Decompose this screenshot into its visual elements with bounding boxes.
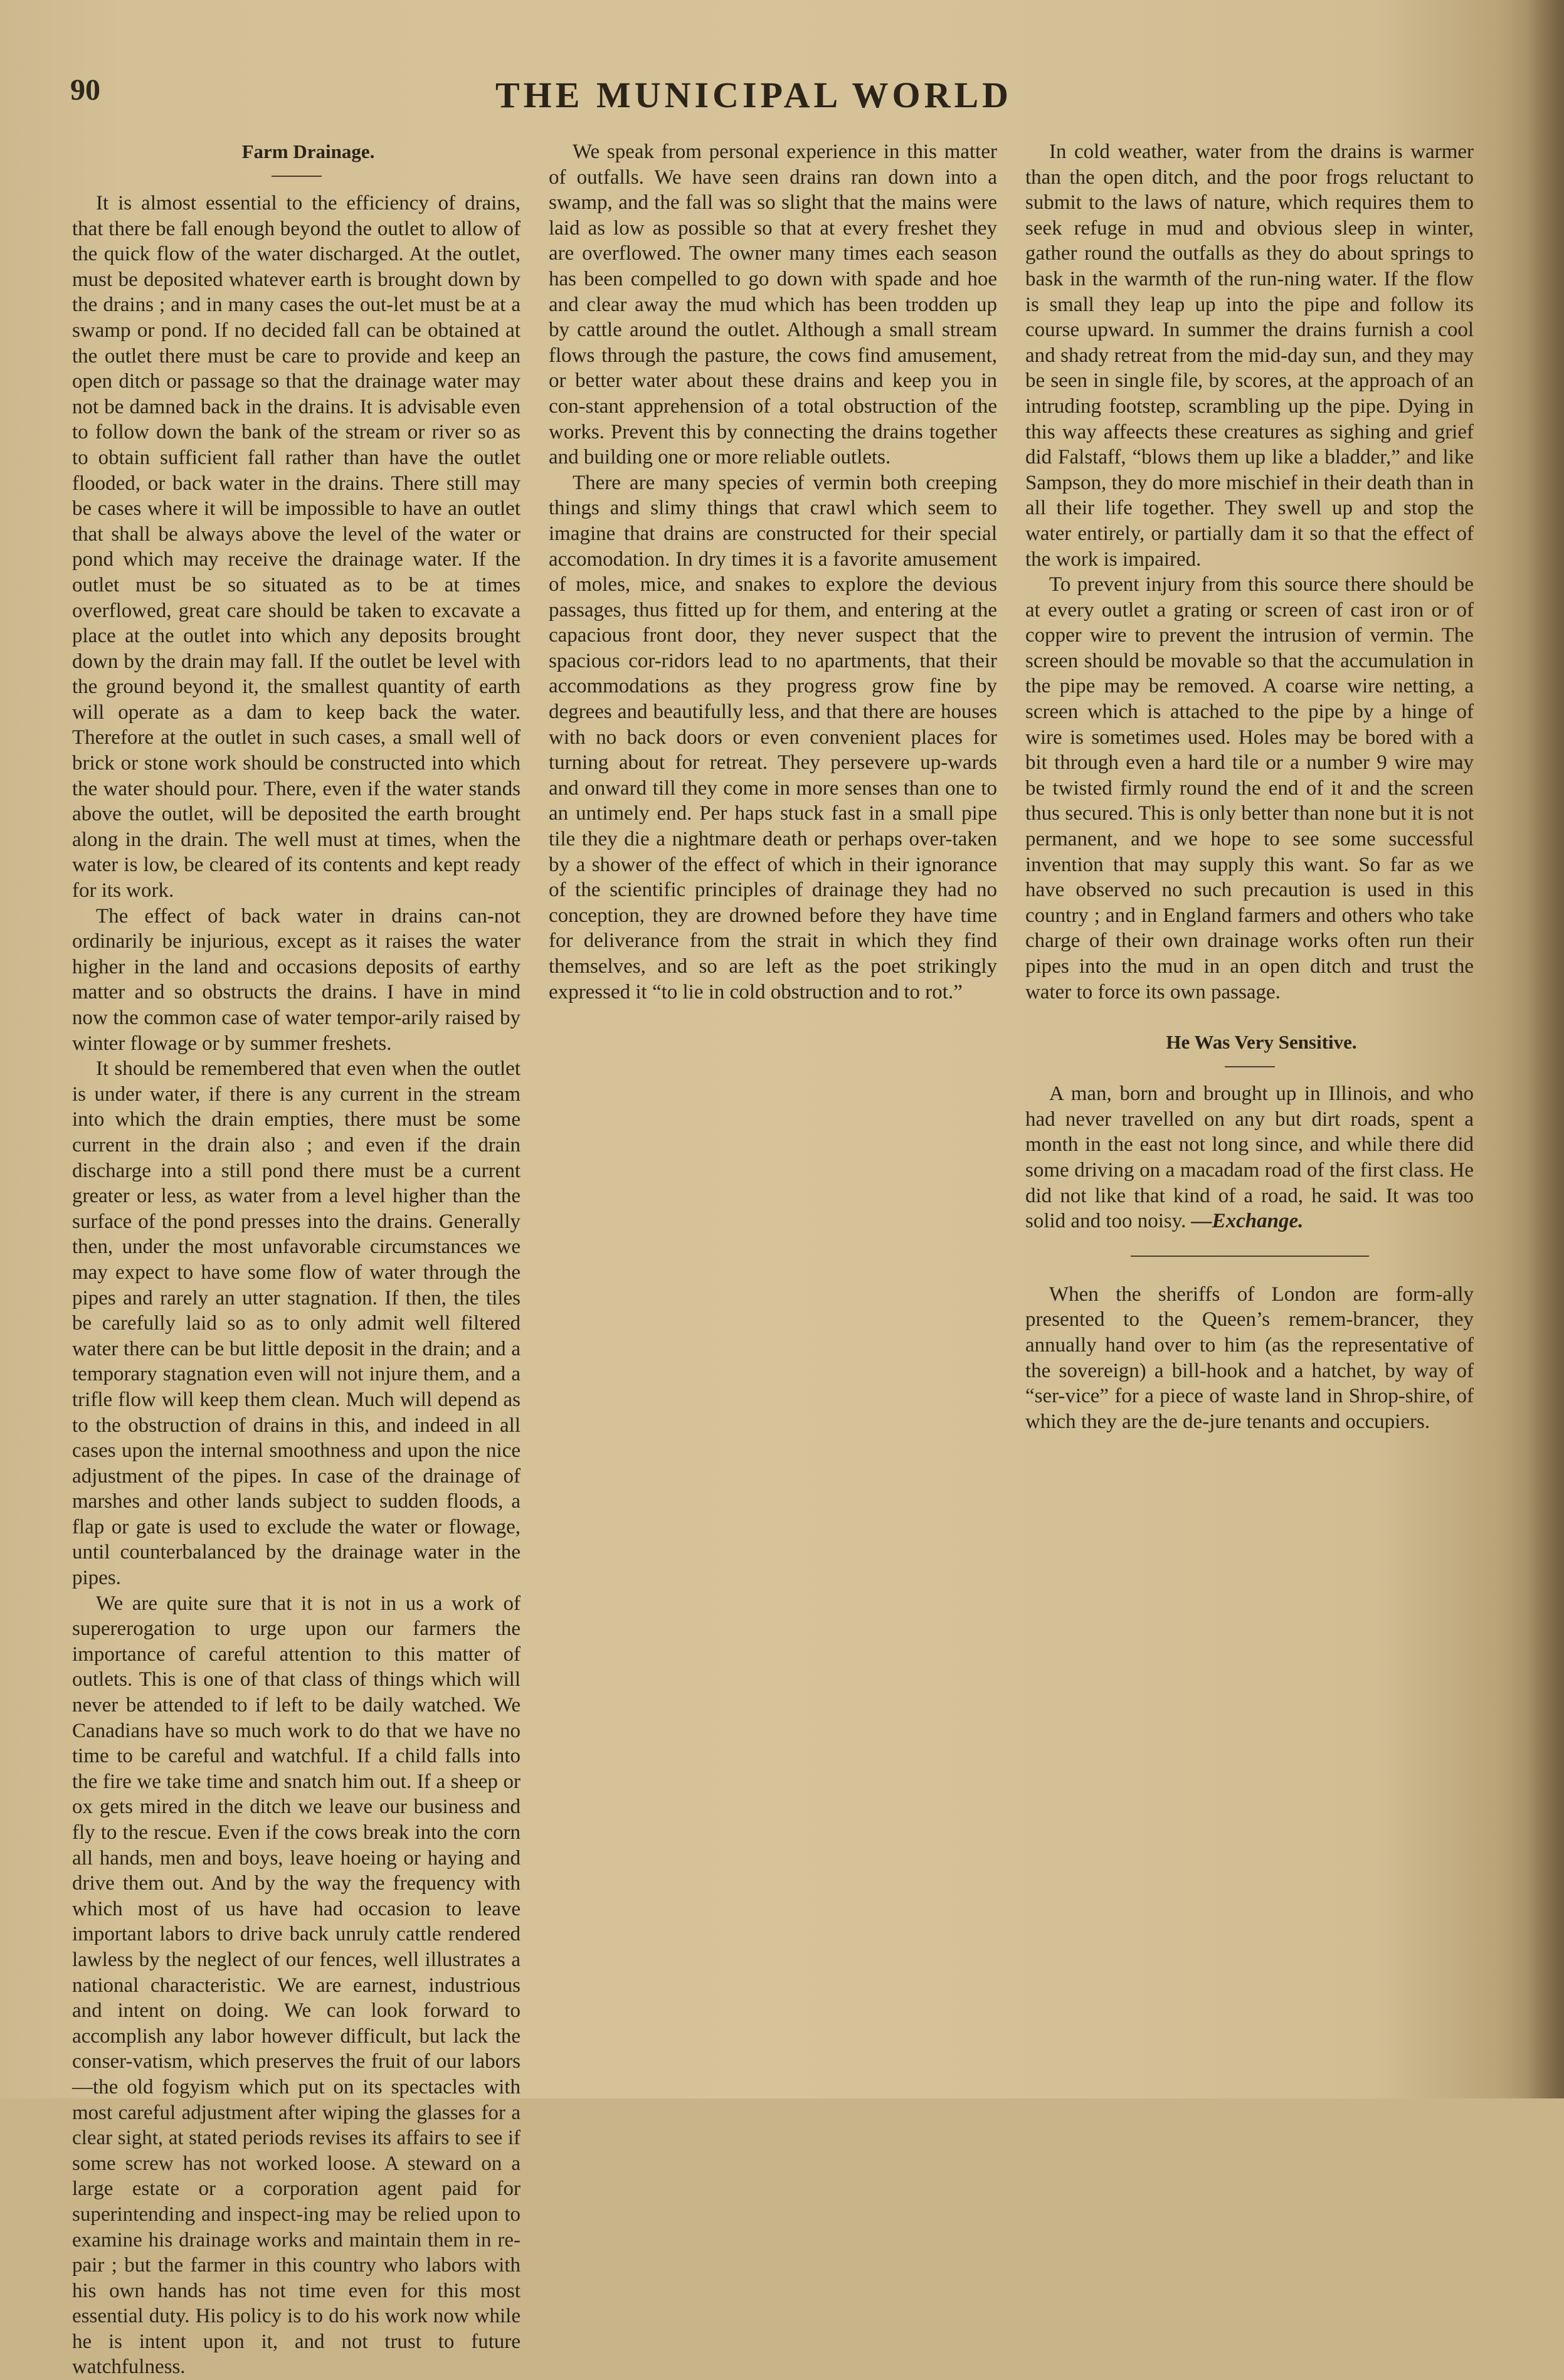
title-divider <box>1225 1066 1275 1067</box>
paragraph: To prevent injury from this source there should be at every outlet a grating or screen of cast iron or of copper wire to prevent the intrusion of vermin. The screen should be movable so that the accumulation in the pipe may be removed. A coarse wire netting, a screen which is attached to the pipe by a hinge of wire is sometimes used. Holes may be bored with a bit through even a hard tile or a number 9 wire may be twisted firmly round the end of it and the screen thus secured. This is only better than none but it is not permanent, and we hope to see some successful invention that may supply this want. So far as we have observed no such precaution is used in this country ; and in England farmers and others who take charge of their own drainage works often run their pipes into the mud in an open ditch and trust the water to force its own passage. <box>1025 573 1474 1003</box>
title-divider <box>272 176 322 177</box>
column-1 <box>72 139 520 2379</box>
paragraph: There are many species of vermin both creeping things and slimy things that crawl which seem to imagine that drains are constructed for their special accomodation. In dry times it is a favorite amusement of moles, mice, and snakes to explore the devious passages, thus fitted up for them, and entering at the capacious front door, they never suspect that the spacious cor-ridors lead to no apartments, that their accommodations as they progress grow fine by degrees and beautifully less, and that there are houses with no back doors or even convenient places for turning about for retreat. They persevere up-wards and onward till they come in more senses than one to an untimely end. Per haps stuck fast in a small pipe tile they die a nightmare death or perhaps over-taken by a shower of the effect of which in their ignorance of the scientific principles of drainage they had no conception, they are drowned before they have time for deliverance from the strait in which they find themselves, and so are left as the poet strikingly expressed it “to lie in cold obstruction and to rot.” <box>549 471 997 1003</box>
page-spine-shadow <box>1528 0 1564 2098</box>
paragraph: When the sheriffs of London are form-ally presented to the Queen’s remem-brancer, they annually hand over to him (as the representative of the sovereign) a bill-hook and a hatchet, by way of “ser-vice” for a piece of waste land in Shrop-shire, of which they are the de-jure tenants and occupiers. <box>1025 1283 1474 1433</box>
paragraph: In cold weather, water from the drains is warmer than the open ditch, and the poor frogs reluctant to submit to the laws of nature, which requires them to seek refuge in mud and obvious sleep in winter, gather round the outfalls as they do about springs to bask in the warmth of the run-ning water. If the flow is small they leap up into the pipe and follow its course upward. In summer the drains furnish a cool and shady retreat from the mid-day sun, and they may be seen in single file, by scores, at the approach of an intruding footstep, scrambling up the pipe. Dying in this way affeects these creatures as sighing and grief did Falstaff, “blows them up like a bladder,” and like Sampson, they do more mischief in their death than in all their life together. They swell up and stop the water entirely, or partially dam it so that the effect of the work is impaired. <box>1025 140 1474 571</box>
column-3 <box>1025 139 1474 2033</box>
sensitive-body: A man, born and brought up in Illinois, and who had never travelled on any but dirt roads, spent a month in the east not long since, and while there did some driving on a macadam road of the first class. He did not like that kind of a road, he said. It was too solid and too noisy. <box>1025 1082 1474 1233</box>
paragraph: It is almost essential to the efficiency of drains, that there be fall enough beyond the outlet to allow of the quick flow of the water discharged. At the outlet, must be deposited whatever earth is brought down by the drains ; and in many cases the out-let must be at a swamp or pond. If no decided fall can be obtained at the outlet there must be care to provide and keep an open ditch or passage so that the drainage water may not be damned back in the drains. It is advisable even to follow down the bank of the stream or river so as to obtain sufficient fall rather than have the outlet flooded, or back water in the drains. There still may be cases where it will be impossible to have an outlet that shall be always above the level of the water or pond which may receive the drainage water. If the outlet must be so situated as to be at times overflowed, great care should be taken to excavate a place at the outlet into which any deposits brought down by the drain may fall. If the outlet be level with the ground beyond it, the smallest quantity of earth will operate as a dam to keep back the water. Therefore at the outlet in such cases, a small well of brick or stone work should be constructed into which the water should pour. There, even if the water stands above the outlet, will be deposited the earth brought along in the drain. The well must at times, when the water is low, be cleared of its contents and kept ready for its work. <box>72 192 520 902</box>
page-number: 90 <box>70 73 100 107</box>
paragraph: The effect of back water in drains can-not ordinarily be injurious, except as it raises the water higher in the land and occasions deposits of earthy matter and so obstructs the drains. I have in mind now the common case of water tempor-arily raised by winter flowage or by summer freshets. <box>72 904 520 1055</box>
paragraph <box>1025 1081 1474 1234</box>
column-2 <box>549 139 997 2033</box>
paragraph: It should be remembered that even when the outlet is under water, if there is any current in the stream into which the drain empties, there must be some current in the drain also ; and even if the drain discharge into a still pond there must be a current greater or less, as water from a level higher than the surface of the pond presses into the drains. Generally then, under the most unfavorable circumstances we may expect to have some flow of water through the pipes and rarely an utter stagnation. If then, the tiles be carefully laid so as to only admit well filtered water there can be but little deposit in the drain; and a temporary stagnation even will not injure them, and a trifle flow will keep them clean. Much will depend as to the obstruction of drains in this, and indeed in all cases upon the internal smoothness and upon the nice adjustment of the pipes. In case of the drainage of marshes and other lands subject to sudden floods, a flap or gate is used to exclude the water or flowage, until counterbalanced by the drainage water in the pipes. <box>72 1057 520 1590</box>
publication-masthead: THE MUNICIPAL WORLD <box>495 75 1013 115</box>
article-gap <box>1025 1005 1474 1030</box>
article-title-sensitive: He Was Very Sensitive. <box>1166 1031 1357 1054</box>
source-credit: —Exchange. <box>1191 1210 1304 1233</box>
paragraph: We are quite sure that it is not in us a work of supererogation to urge upon our farmers the importance of careful attention to this matter of outlets. This is one of that class of things which will never be attended to if left to be daily watched. We Canadians have so much work to do that we have no time to be careful and watchful. If a child falls into the fire we take time and snatch him out. If a sheep or ox gets mired in the ditch we leave our business and fly to the rescue. Even if the cows break into the corn all hands, men and boys, leave hoeing or haying and drive them out. And by the way the frequency with which most of us have had occasion to leave important labors to drive back unruly cattle rendered lawless by the neglect of our fences, well illustrates a national characteristic. We are earnest, industrious and intent on doing. We can look forward to accomplish any labor however difficult, but lack the conser-vatism, which preserves the fruit of our labors—the old fogyism which put on its spectacles with most careful adjustment after wiping the glasses for a clear sight, at stated periods revises its affairs to see if some screw has not worked loose. A steward on a large estate or a corporation agent paid for superintending and inspect-ing may be relied upon to examine his drainage works and maintain them in re-pair ; but the farmer in this country who labors with his own hands has not time even for this most essential duty. His policy is to do his work now while he is intent upon it, and not trust to future watchfulness. <box>72 1592 520 2379</box>
article-title-farm-drainage: Farm Drainage. <box>241 140 375 162</box>
article-divider <box>1131 1256 1369 1257</box>
paragraph: We speak from personal experience in this matter of outfalls. We have seen drains ran down into a swamp, and the fall was so slight that the mains were laid as low as possible so that at every freshet they are overflowed. The owner many times each season has been compelled to go down with spade and hoe and clear away the mud which has been trodden up by cattle around the outlet. Although a small stream flows through the pasture, the cows find amusement, or better water about these drains and keep you in con-stant apprehension of a total obstruction of the works. Prevent this by connecting the drains together and building one or more reliable outlets. <box>549 140 997 469</box>
